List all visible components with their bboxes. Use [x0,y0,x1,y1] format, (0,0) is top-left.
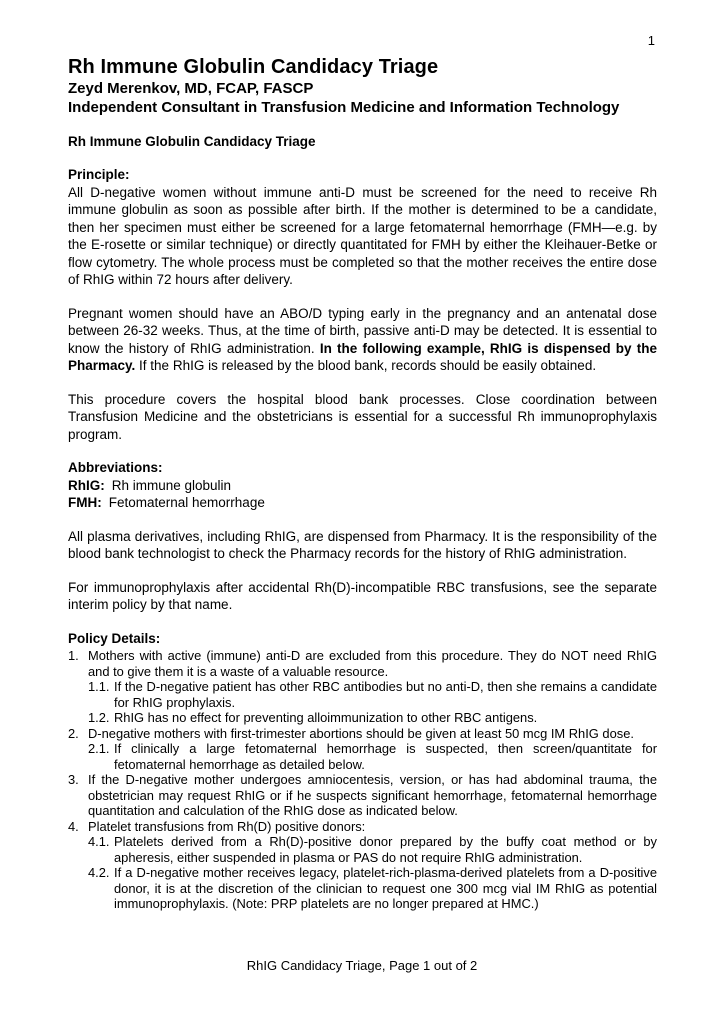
antenatal-text-bold: In the following example, RhIG is dispensed by the Pharmacy. [68,340,657,373]
item-number: 2.1. [88,741,110,756]
policy-item-4 [68,819,657,835]
abbreviation-item-fmh [68,494,657,512]
abbreviation-term: FMH: [68,495,102,510]
policy-item-2 [68,726,657,742]
document-subtitle: Rh Immune Globulin Candidacy Triage [68,134,316,149]
antenatal-text-pre: Pregnant women should have an ABO/D typing early in the pregnancy and an antenatal dose between 26-32 weeks. Thus, at the time of birth, passive anti-D may be detected. It is essential to know the history of RhIG administration. [68,305,657,356]
paragraph-procedure: This procedure covers the hospital blood bank processes. Close coordination between Transfusion Medicine and the obstetricians is essential for a successful Rh immunoprophylaxis program. [68,391,657,442]
policy-item-1-2 [88,710,657,726]
page-footer: RhIG Candidacy Triage, Page 1 out of 2 [246,958,478,973]
abbreviation-definition: Rh immune globulin [111,477,232,493]
abbreviation-definition: Fetomaternal hemorrhage [108,495,265,510]
policy-item-4-1 [88,834,657,865]
item-text: If the D-negative patient has other RBC antibodies but no anti-D, then she remains a candidate for RhIG prophylaxis. [114,679,657,710]
item-text: RhIG has no effect for preventing alloimmunization to other RBC antigens. [114,710,538,725]
item-text: If the D-negative mother undergoes amniocentesis, version, or has had abdominal trauma, the obstetrician may request RhIG or if he suspects significant hemorrhage, fetomaternal hemorrhage quantitation and calculation of the RhIG dose as indicated below. [88,772,657,818]
principle-paragraph: All D-negative women without immune anti-D must be screened for the need to receive Rh immune globulin as soon as possible after birth. If the mother is determined to be a candidate, then her specimen must either be screened for a large fetomaternal hemorrhage (FMH—e.g. by the E-rosette or similar technique) or directly quantitated for FMH by either the Kleihauer-Betke or flow cytometry. The whole process must be completed so that the mother receives the entire dose of RhIG within 72 hours after delivery. [68,184,657,287]
abbreviation-term: RhIG: [68,477,105,493]
abbreviation-item-rhig [68,477,657,495]
item-text: D-negative mothers with first-trimester abortions should be given at least 50 mcg IM RhIG dose. [88,725,634,741]
item-number: 4. [68,818,79,834]
paragraph-antenatal [68,305,657,375]
policy-item-2-1 [88,741,657,772]
item-number: 2. [68,725,79,741]
abbreviations-heading: Abbreviations: [68,460,163,475]
affiliation-line: Independent Consultant in Transfusion Medicine and Information Technology [68,99,620,116]
item-number: 1. [68,648,79,663]
item-text: Mothers with active (immune) anti-D are excluded from this procedure. They do NOT need RhIG and to give them it is a waste of a valuable resource. [88,648,657,679]
item-number: 1.1. [88,679,110,694]
item-text: Platelet transfusions from Rh(D) positive donors: [88,818,366,834]
paragraph-plasma: All plasma derivatives, including RhIG, are dispensed from Pharmacy. It is the responsibility of the blood bank technologist to check the Pharmacy records for the history of RhIG administration. [68,528,657,561]
policy-details-heading: Policy Details: [68,630,161,646]
item-text: Platelets derived from a Rh(D)-positive donor prepared by the buffy coat method or by apheresis, either suspended in plasma or PAS do not require RhIG administration. [114,834,657,865]
antenatal-text-post: If the RhIG is released by the blood bank, records should be easily obtained. [135,358,597,373]
page-number: 1 [647,33,655,48]
author-line: Zeyd Merenkov, MD, FCAP, FASCP [68,80,314,97]
item-text: If clinically a large fetomaternal hemorrhage is suspected, then screen/quantitate for fetomaternal hemorrhage as detailed below. [114,741,657,772]
document-title: Rh Immune Globulin Candidacy Triage [68,56,439,78]
policy-item-1-1 [88,679,657,710]
paragraph-interim: For immunoprophylaxis after accidental Rh(D)-incompatible RBC transfusions, see the separate interim policy by that name. [68,579,657,612]
item-number: 1.2. [88,710,110,725]
principle-heading: Principle: [68,167,130,182]
policy-item-1 [68,648,657,679]
policy-list [68,648,657,912]
item-number: 4.2. [88,865,110,880]
policy-item-3 [68,772,657,819]
item-number: 4.1. [88,834,110,849]
item-text: If a D-negative mother receives legacy, platelet-rich-plasma-derived platelets from a D-positive donor, it is at the discretion of the clinician to request one 300 mcg vial IM RhIG as potential immunoprophylaxis. (Note: PRP platelets are no longer prepared at HMC.) [114,865,657,911]
item-number: 3. [68,772,79,787]
policy-item-4-2 [88,865,657,912]
